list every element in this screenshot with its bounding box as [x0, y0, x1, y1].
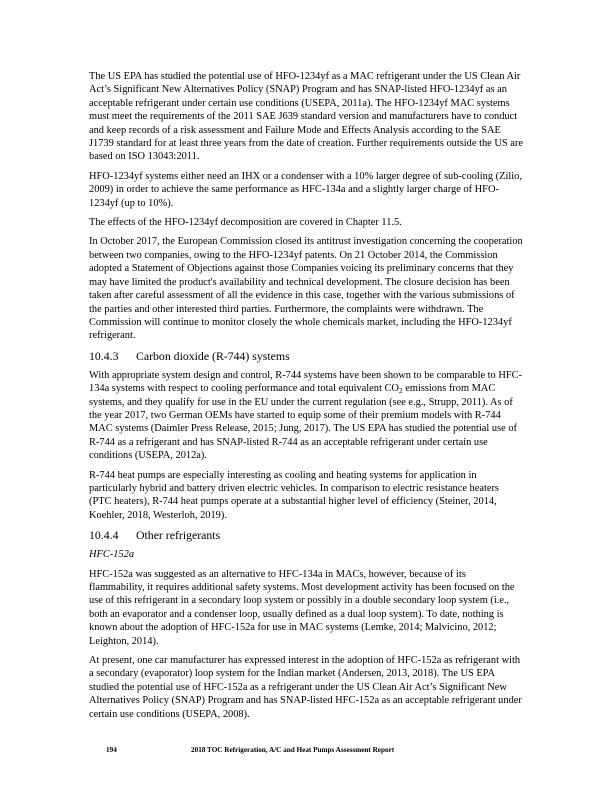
paragraph-decomposition: The effects of the HFO-1234yf decomposition are covered in Chapter 11.5.	[89, 217, 402, 229]
paragraph-european-commission: In October 2017, the European Commission closed its antitrust investigation concerning the cooperation between two companies, owing to the HFO-1234yf patents. On 21 October 2014, the Commission adopted a Statement of Objections against those Companies voicing its preliminary concerns that they may have limited the product's availability and technical development. The closure decision has been taken after careful assessment of all the evidence in this case, together with the various submissions of the parties and other interested third parties. Furthermore, the complaints were withdrawn. The Commission will continue to monitor closely the whole chemicals market, including the HFO-1234yf refrigerant.	[89, 236, 523, 342]
section-heading-other	[89, 528, 523, 542]
section-title: Other refrigerants	[136, 528, 221, 543]
section-title: Carbon dioxide (R-744) systems	[136, 348, 290, 363]
paragraph-ihx: HFO-1234yf systems either need an IHX or a condenser with a 10% larger degree of sub-cooling (Zilio, 2009) in order to achieve the same performance as HFC-134a and a slightly larger charge of HFO-1234yf (up to 10%).	[89, 170, 522, 209]
paragraph-hfc152a-safety: HFC-152a was suggested as an alternative to HFC-134a in MACs, however, because of its flammability, it requires additional safety systems. Most development activity has been focused on the use of this refrigerant in a secondary loop system or possibly in a double secondary loop system (i.e., both an evaporator and a condenser loop, usually defined as a dual loop system). To date, nothing is known about the adoption of HFC-152a for use in MAC systems (Lemke, 2014; Malvicino, 2012; Leighton, 2014).	[89, 568, 515, 647]
paragraph-r744-comparison: With appropriate system design and control, R-744 systems have been shown to be comparable to HFC-134a systems with respect to cooling performance and total equivalent $CO_2$ emissions from MAC systems, and they qualify for use in the EU under the current regulation (see e.g., Strupp, 2011). As of the year 2017, two German OEMs have started to equip some of their premium models with R-744 MAC systems (Daimler Press Release, 2015; Jung, 2017). The US EPA has studied the potential use of R-744 as a refrigerant and has SNAP-listed R-744 as an acceptable refrigerant under certain use conditions (USEPA, 2012a).	[89, 369, 523, 462]
subheading-hfc152a: HFC-152a	[89, 549, 135, 561]
paragraph-hfc152a-adoption: At present, one car manufacturer has expressed interest in the adoption of HFC-152a as refrigerant with a secondary (evaporator) loop system for the Indian market (Andersen, 2013, 2018). The US EPA studied the potential use of HFC-152a as a refrigerant under the US Clean Air Act’s Significant New Alternatives Policy (SNAP) Program and has SNAP-listed HFC-152a as an acceptable refrigerant under certain use conditions (USEPA, 2008).	[89, 655, 522, 720]
section-number: 10.4.4	[89, 528, 119, 543]
section-heading-co2	[89, 349, 523, 363]
section-number: 10.4.3	[89, 348, 119, 363]
subscript-2: 2	[398, 386, 403, 396]
footer-title: 2018 TOC Refrigeration, A/C and Heat Pumps Assessment Report	[191, 746, 395, 754]
page-body	[89, 70, 523, 727]
paragraph-r744-heat-pumps: R-744 heat pumps are especially interesting as cooling and heating systems for application in particularly hybrid and battery driven electric vehicles. In comparison to electric resistance heaters (PTC heaters), R-744 heat pumps operate at a substantial higher level of efficiency (Steiner, 2014, Koehler, 2018, Westerloh, 2019).	[89, 469, 499, 521]
page-number: 194	[106, 746, 117, 754]
paragraph-epa-snap: The US EPA has studied the potential use of HFO-1234yf as a MAC refrigerant under the US Clean Air Act’s Significant New Alternatives Policy (SNAP) Program and has SNAP-listed HFO-1234yf as an acceptable refrigerant under certain use conditions (USEPA, 2011a). The HFO-1234yf MAC systems must meet the requirements of the 2011 SAE J639 standard version and manufacturers have to conduct and keep records of a risk assessment and Failure Mode and Effects Analysis according to the SAE J1739 standard for at least three years from the date of creation. Further requirements outside the US are based on ISO 13043:2011.	[89, 71, 523, 163]
